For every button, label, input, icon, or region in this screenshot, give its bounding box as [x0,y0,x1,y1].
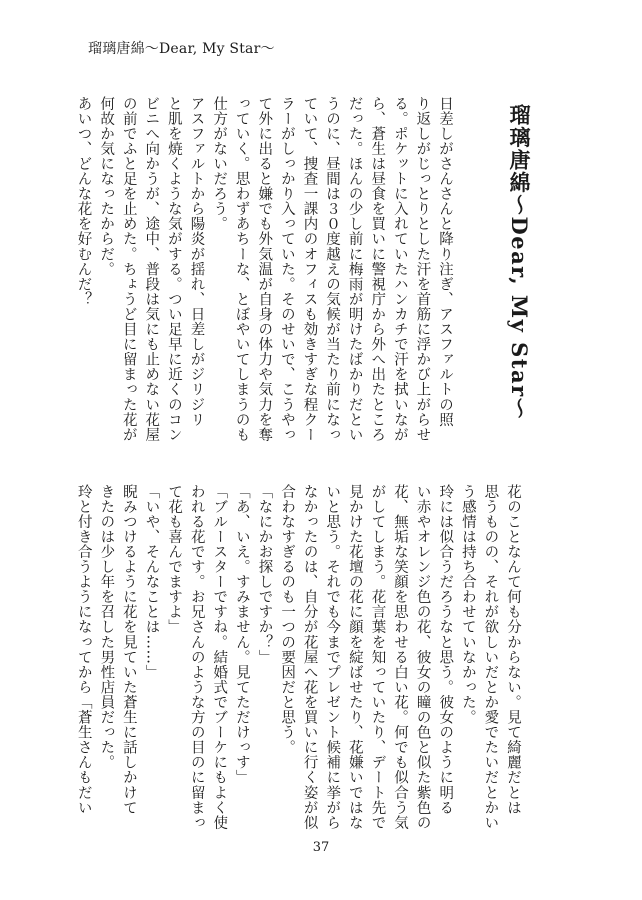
text-column: だった。ほんの少し前に梅雨が明けたばかりだとい [346,96,363,443]
text-column: て外に出ると嫌でも外気温が自身の体力や気力を奪 [256,96,273,443]
lower-text-block [72,484,524,836]
text-column: 見かけた花壇の花に顔を綻ばせたり、花嫌いではな [346,484,363,831]
text-column: る。ポケットに入れていたハンカチで汗を拭いなが [391,96,408,443]
dialogue-column: 「あ、いえ。すみません。見てただけっす」 [233,484,250,785]
text-column: と肌を焼くような気がする。つい足早に近くのコン [165,96,182,443]
dialogue-column: て花も喜んでますよ」 [166,484,183,635]
text-column: ら、蒼生は昼食を買いに警視庁から外へ出たところ [369,96,386,443]
text-column: 仕方がないだろう。 [211,96,228,232]
text-column: 玲と付き合うようになってから「蒼生さんもだい [75,484,92,816]
dialogue-column: 「なにかお探しですか？」 [256,484,273,665]
text-column: い赤やオレンジ色の花、彼女の瞳の色と似た紫色の [414,484,431,831]
text-column: なかったのは、自分が花屋へ花を買いに行く姿が似 [301,484,318,831]
text-column: 思うものの、それが欲しいだとか愛でたいだとかい [482,484,499,831]
text-column: 花、無垢な笑顔を思わせる白い花。何でも似合う気 [392,484,409,831]
text-column: の前でふと足を止めた。ちょうど目に留まった花が [120,96,137,443]
text-column: っていく。思わずあちーな、とぼやいてしまうのも [233,96,250,443]
text-column: 合わなすぎるのも一つの要因だと思う。 [279,484,296,755]
text-column: う感情は持ち合わせていなかった。 [459,484,476,725]
text-column: ていて、捜査一課内のオフィスも効きすぎな程クー [301,96,318,443]
chapter-title: 瑠璃唐綿〜Dear, My Star〜 [507,104,532,421]
text-column: きたのは少し年を召した男性店員だった。 [98,484,115,770]
dialogue-column: われる花です。お兄さんのような方の目のに留まっ [188,484,205,831]
upper-text-block [72,96,456,451]
running-header: 瑠璃唐綿〜Dear, My Star〜 [88,41,275,57]
text-column: ビニへ向かうが、途中、普段は気にも止めない花屋 [143,96,160,443]
text-column: アスファルトから陽炎が揺れ、日差しがジリジリ [188,96,205,428]
text-column: ラーがしっかり入っていた。そのせいで、こうやっ [278,96,295,443]
page-number: 37 [312,840,330,855]
dialogue-column: 「いや、そんなことは……」 [143,484,160,680]
text-column: あいつ、どんな花を好むんだ？ [75,96,92,307]
text-column: いと思う。それでも今までプレゼント候補に挙がら [324,484,341,831]
text-column: うのに、昼間は３０度越えの気候が当たり前になっ [324,96,341,443]
text-column: 睨みつけるように花を見ていた蒼生に話しかけて [120,484,137,816]
text-column: 日差しがさんさんと降り注ぎ、アスファルトの照 [437,96,453,428]
text-column: 玲には似合うだろうなと思う。彼女のように明る [437,484,454,816]
text-column: 花のことなんて何も分からない。見て綺麗だとは [505,484,521,816]
text-column: がしてしまう。花言葉を知っていたり、デート先で [369,484,386,831]
dialogue-column: 「ブルースターですね。結婚式でブーケにもよく使 [211,484,228,831]
text-column: り返しがじっとりとした汗を首筋に浮かび上がらせ [414,96,431,443]
text-column: 何故か気になったからだ。 [98,96,115,277]
